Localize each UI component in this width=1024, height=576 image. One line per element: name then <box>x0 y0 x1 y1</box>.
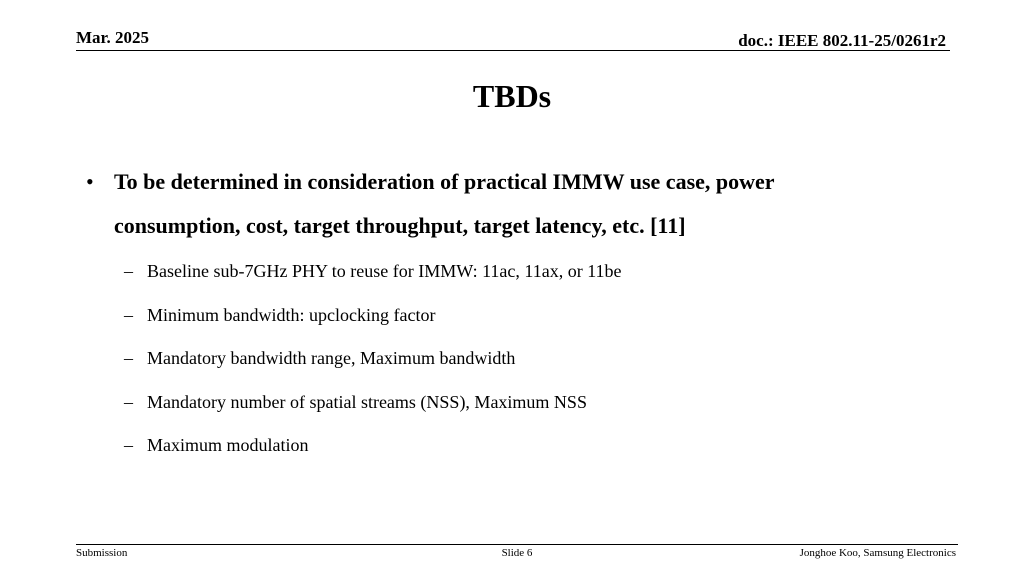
sub-bullet-item <box>124 340 924 384</box>
sub-bullet-item <box>124 253 924 297</box>
sub-bullet-text: Maximum modulation <box>147 435 309 455</box>
sub-bullet-text: Mandatory number of spatial streams (NSS), Maximum NSS <box>147 391 587 412</box>
slide-title: TBDs <box>472 78 552 114</box>
bullet-marker: • <box>86 169 94 194</box>
dash-marker: – <box>124 261 133 281</box>
header-date: Mar. 2025 <box>76 28 150 47</box>
footer-author: Jonghoe Koo, Samsung Electronics <box>799 547 956 559</box>
footer-divider <box>76 544 958 545</box>
sub-bullet-item <box>124 297 924 341</box>
dash-marker: – <box>124 304 133 325</box>
dash-marker: – <box>124 348 133 368</box>
main-bullet <box>86 160 906 248</box>
sub-bullet-text: Baseline sub-7GHz PHY to reuse for IMMW: 11ac, 11ax, or 11be <box>147 261 622 281</box>
header-divider <box>76 50 950 51</box>
header-doc-id: doc.: IEEE 802.11-25/0261r2 <box>738 31 946 50</box>
footer-submission: Submission <box>76 547 128 559</box>
main-bullet-text: To be determined in consideration of practical IMMW use case, power consumption, cost, target throughput, target latency, etc. [11] <box>114 169 775 238</box>
sub-bullet-text: Mandatory bandwidth range, Maximum bandwidth <box>147 348 516 368</box>
sub-bullet-item <box>124 427 924 471</box>
dash-marker: – <box>124 391 133 412</box>
sub-bullet-item <box>124 384 924 428</box>
dash-marker: – <box>124 435 133 455</box>
sub-bullet-list <box>124 253 924 471</box>
footer-slide-number: Slide 6 <box>501 547 533 559</box>
sub-bullet-text: Minimum bandwidth: upclocking factor <box>147 304 436 325</box>
